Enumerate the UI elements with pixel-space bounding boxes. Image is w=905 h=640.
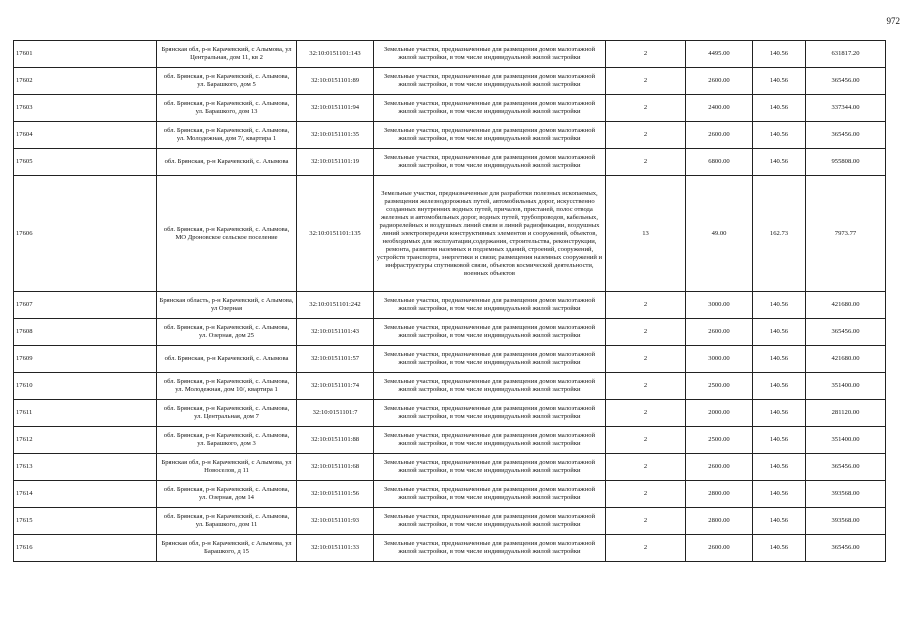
- row-area: 2800.00: [686, 481, 753, 508]
- row-number: 17607: [14, 292, 157, 319]
- row-permitted-use: Земельные участки, предназначенные для размещения домов малоэтажной жилой застройки, в том числе индивидуальной жилой застройки: [374, 149, 606, 176]
- row-address: обл. Брянская, р-н Карачевский, с. Алымова, МО Дроновское сельское поселение: [157, 176, 297, 292]
- row-area: 4495.00: [686, 41, 753, 68]
- row-address: обл. Брянская, р-н Карачевский, с. Алымова, ул. Молодежная, дом 7/, квартира 1: [157, 122, 297, 149]
- row-address: обл. Брянская, р-н Карачевский, с. Алымова, ул. Озерная, дом 14: [157, 481, 297, 508]
- row-number: 17601: [14, 41, 157, 68]
- table-row: [14, 346, 886, 373]
- row-permitted-use: Земельные участки, предназначенные для размещения домов малоэтажной жилой застройки, в том числе индивидуальной жилой застройки: [374, 508, 606, 535]
- row-category-code: 2: [606, 454, 686, 481]
- row-address: обл. Брянская, р-н Карачевский, с. Алымова: [157, 346, 297, 373]
- row-cadastral-number: 32:10:0151101:74: [297, 373, 374, 400]
- table-row: [14, 427, 886, 454]
- row-permitted-use: Земельные участки, предназначенные для размещения домов малоэтажной жилой застройки, в том числе индивидуальной жилой застройки: [374, 41, 606, 68]
- row-number: 17610: [14, 373, 157, 400]
- table-row: [14, 176, 886, 292]
- row-cadastral-value: 365456.00: [806, 68, 886, 95]
- row-cadastral-number: 32:10:0151101:68: [297, 454, 374, 481]
- row-cadastral-number: 32:10:0151101:33: [297, 535, 374, 562]
- row-category-code: 2: [606, 122, 686, 149]
- row-category-code: 2: [606, 346, 686, 373]
- row-category-code: 2: [606, 535, 686, 562]
- row-cadastral-value: 955808.00: [806, 149, 886, 176]
- row-number: 17611: [14, 400, 157, 427]
- table-row: [14, 292, 886, 319]
- row-address: обл. Брянская, р-н Карачевский, с. Алымова, ул. Барашкого, дом 11: [157, 508, 297, 535]
- row-address: обл. Брянская, р-н Карачевский, с. Алымова, ул. Барашкого, дом 3: [157, 427, 297, 454]
- row-cadastral-number: 32:10:0151101:93: [297, 508, 374, 535]
- row-number: 17612: [14, 427, 157, 454]
- row-specific-value: 140.56: [753, 427, 806, 454]
- row-cadastral-value: 365456.00: [806, 535, 886, 562]
- row-category-code: 2: [606, 427, 686, 454]
- row-specific-value: 140.56: [753, 400, 806, 427]
- row-cadastral-number: 32:10:0151101:242: [297, 292, 374, 319]
- table-row: [14, 95, 886, 122]
- table-row: [14, 149, 886, 176]
- row-specific-value: 140.56: [753, 508, 806, 535]
- row-address: обл. Брянская, р-н Карачевский, с. Алымова, ул. Барашкого, дом 5: [157, 68, 297, 95]
- row-area: 2000.00: [686, 400, 753, 427]
- row-cadastral-number: 32:10:0151101:135: [297, 176, 374, 292]
- row-permitted-use: Земельные участки, предназначенные для размещения домов малоэтажной жилой застройки, в том числе индивидуальной жилой застройки: [374, 535, 606, 562]
- row-specific-value: 140.56: [753, 454, 806, 481]
- row-cadastral-value: 393568.00: [806, 481, 886, 508]
- row-category-code: 2: [606, 373, 686, 400]
- table-row: [14, 508, 886, 535]
- row-cadastral-value: 351400.00: [806, 427, 886, 454]
- row-area: 2500.00: [686, 373, 753, 400]
- row-number: 17606: [14, 176, 157, 292]
- row-category-code: 2: [606, 481, 686, 508]
- row-category-code: 2: [606, 319, 686, 346]
- row-number: 17602: [14, 68, 157, 95]
- row-cadastral-number: 32:10:0151101:89: [297, 68, 374, 95]
- row-specific-value: 140.56: [753, 481, 806, 508]
- row-cadastral-value: 7973.77: [806, 176, 886, 292]
- table-row: [14, 535, 886, 562]
- row-number: 17616: [14, 535, 157, 562]
- table-row: [14, 400, 886, 427]
- row-specific-value: 140.56: [753, 535, 806, 562]
- row-category-code: 2: [606, 68, 686, 95]
- row-number: 17608: [14, 319, 157, 346]
- row-category-code: 13: [606, 176, 686, 292]
- row-cadastral-number: 32:10:0151101:57: [297, 346, 374, 373]
- row-cadastral-number: 32:10:0151101:88: [297, 427, 374, 454]
- row-area: 2600.00: [686, 454, 753, 481]
- row-area: 2600.00: [686, 535, 753, 562]
- row-specific-value: 140.56: [753, 149, 806, 176]
- row-cadastral-number: 32:10:0151101:94: [297, 95, 374, 122]
- row-area: 49.00: [686, 176, 753, 292]
- row-number: 17615: [14, 508, 157, 535]
- row-category-code: 2: [606, 41, 686, 68]
- row-number: 17604: [14, 122, 157, 149]
- row-permitted-use: Земельные участки, предназначенные для размещения домов малоэтажной жилой застройки, в том числе индивидуальной жилой застройки: [374, 454, 606, 481]
- row-area: 2600.00: [686, 68, 753, 95]
- row-area: 3000.00: [686, 292, 753, 319]
- row-category-code: 2: [606, 95, 686, 122]
- row-permitted-use: Земельные участки, предназначенные для размещения домов малоэтажной жилой застройки, в том числе индивидуальной жилой застройки: [374, 400, 606, 427]
- row-area: 2600.00: [686, 319, 753, 346]
- row-cadastral-number: 32:10:0151101:56: [297, 481, 374, 508]
- row-specific-value: 140.56: [753, 122, 806, 149]
- page-number: 972: [886, 16, 900, 26]
- row-cadastral-number: 32:10:0151101:7: [297, 400, 374, 427]
- row-cadastral-value: 351400.00: [806, 373, 886, 400]
- row-address: Брянская обл, р-н Карачевский, с Алымова, ул Барашкого, д 15: [157, 535, 297, 562]
- row-permitted-use: Земельные участки, предназначенные для размещения домов малоэтажной жилой застройки, в том числе индивидуальной жилой застройки: [374, 346, 606, 373]
- row-specific-value: 140.56: [753, 373, 806, 400]
- row-number: 17605: [14, 149, 157, 176]
- row-cadastral-number: 32:10:0151101:35: [297, 122, 374, 149]
- row-cadastral-value: 337344.00: [806, 95, 886, 122]
- row-category-code: 2: [606, 292, 686, 319]
- row-permitted-use: Земельные участки, предназначенные для разработки полезных ископаемых, размещения железнодорожных путей, автомобильных дорог, искусственно созданных внутренних водных путей, причалов, пристаней, полос отвода железных и автомобильных дорог, водных путей, трубопроводов, кабельных, радиорелейных и воздушных линий связи и линий радиофикации, воздушных линий электропередачи конструктивных элементов и сооружений, объектов, необходимых для эксплуатации,содержания, строительства, реконструкции, ремонта, развития наземных и подземных зданий, строений, сооружений, устройств транспорта, энергетики и связи; размещения наземных сооружений и инфраструктуры спутниковой связи, объектов космической деятельности, военных объектов: [374, 176, 606, 292]
- row-cadastral-number: 32:10:0151101:43: [297, 319, 374, 346]
- table-row: [14, 41, 886, 68]
- row-number: 17613: [14, 454, 157, 481]
- row-cadastral-value: 631817.20: [806, 41, 886, 68]
- row-address: обл. Брянская, р-н Карачевский, с. Алымова: [157, 149, 297, 176]
- table-row: [14, 373, 886, 400]
- row-category-code: 2: [606, 400, 686, 427]
- row-specific-value: 140.56: [753, 292, 806, 319]
- row-permitted-use: Земельные участки, предназначенные для размещения домов малоэтажной жилой застройки, в том числе индивидуальной жилой застройки: [374, 122, 606, 149]
- row-number: 17609: [14, 346, 157, 373]
- row-address: обл. Брянская, р-н Карачевский, с. Алымова, ул. Молодежная, дом 10/, квартира 1: [157, 373, 297, 400]
- row-permitted-use: Земельные участки, предназначенные для размещения домов малоэтажной жилой застройки, в том числе индивидуальной жилой застройки: [374, 292, 606, 319]
- row-cadastral-value: 365456.00: [806, 454, 886, 481]
- row-cadastral-value: 365456.00: [806, 319, 886, 346]
- row-number: 17614: [14, 481, 157, 508]
- row-address: обл. Брянская, р-н Карачевский, с. Алымова, ул. Центральная, дом 7: [157, 400, 297, 427]
- table-row: [14, 319, 886, 346]
- row-cadastral-number: 32:10:0151101:19: [297, 149, 374, 176]
- row-area: 2800.00: [686, 508, 753, 535]
- row-specific-value: 140.56: [753, 346, 806, 373]
- table-row: [14, 122, 886, 149]
- row-cadastral-number: 32:10:0151101:143: [297, 41, 374, 68]
- row-cadastral-value: 281120.00: [806, 400, 886, 427]
- row-address: Брянская обл, р-н Карачевский, с Алымова, ул Новоселов, д 11: [157, 454, 297, 481]
- row-area: 6800.00: [686, 149, 753, 176]
- table-row: [14, 68, 886, 95]
- row-area: 2600.00: [686, 122, 753, 149]
- table-row: [14, 454, 886, 481]
- table-row: [14, 481, 886, 508]
- row-number: 17603: [14, 95, 157, 122]
- row-category-code: 2: [606, 508, 686, 535]
- row-area: 2500.00: [686, 427, 753, 454]
- row-address: Брянская обл, р-н Карачевский, с Алымова, ул Центральная, дом 11, кв 2: [157, 41, 297, 68]
- row-address: Брянская область, р-н Карачевский, с Алымова, ул Озерная: [157, 292, 297, 319]
- row-specific-value: 140.56: [753, 68, 806, 95]
- row-cadastral-value: 393568.00: [806, 508, 886, 535]
- row-permitted-use: Земельные участки, предназначенные для размещения домов малоэтажной жилой застройки, в том числе индивидуальной жилой застройки: [374, 427, 606, 454]
- row-area: 3000.00: [686, 346, 753, 373]
- row-specific-value: 162.73: [753, 176, 806, 292]
- row-permitted-use: Земельные участки, предназначенные для размещения домов малоэтажной жилой застройки, в том числе индивидуальной жилой застройки: [374, 481, 606, 508]
- row-permitted-use: Земельные участки, предназначенные для размещения домов малоэтажной жилой застройки, в том числе индивидуальной жилой застройки: [374, 68, 606, 95]
- land-registry-table: [13, 40, 886, 562]
- row-specific-value: 140.56: [753, 41, 806, 68]
- row-permitted-use: Земельные участки, предназначенные для размещения домов малоэтажной жилой застройки, в том числе индивидуальной жилой застройки: [374, 373, 606, 400]
- row-permitted-use: Земельные участки, предназначенные для размещения домов малоэтажной жилой застройки, в том числе индивидуальной жилой застройки: [374, 95, 606, 122]
- row-address: обл. Брянская, р-н Карачевский, с. Алымова, ул. Озерная, дом 25: [157, 319, 297, 346]
- row-specific-value: 140.56: [753, 319, 806, 346]
- row-specific-value: 140.56: [753, 95, 806, 122]
- row-address: обл. Брянская, р-н Карачевский, с. Алымова, ул. Барашкого, дом 13: [157, 95, 297, 122]
- row-permitted-use: Земельные участки, предназначенные для размещения домов малоэтажной жилой застройки, в том числе индивидуальной жилой застройки: [374, 319, 606, 346]
- row-category-code: 2: [606, 149, 686, 176]
- row-cadastral-value: 365456.00: [806, 122, 886, 149]
- row-area: 2400.00: [686, 95, 753, 122]
- row-cadastral-value: 421680.00: [806, 346, 886, 373]
- row-cadastral-value: 421680.00: [806, 292, 886, 319]
